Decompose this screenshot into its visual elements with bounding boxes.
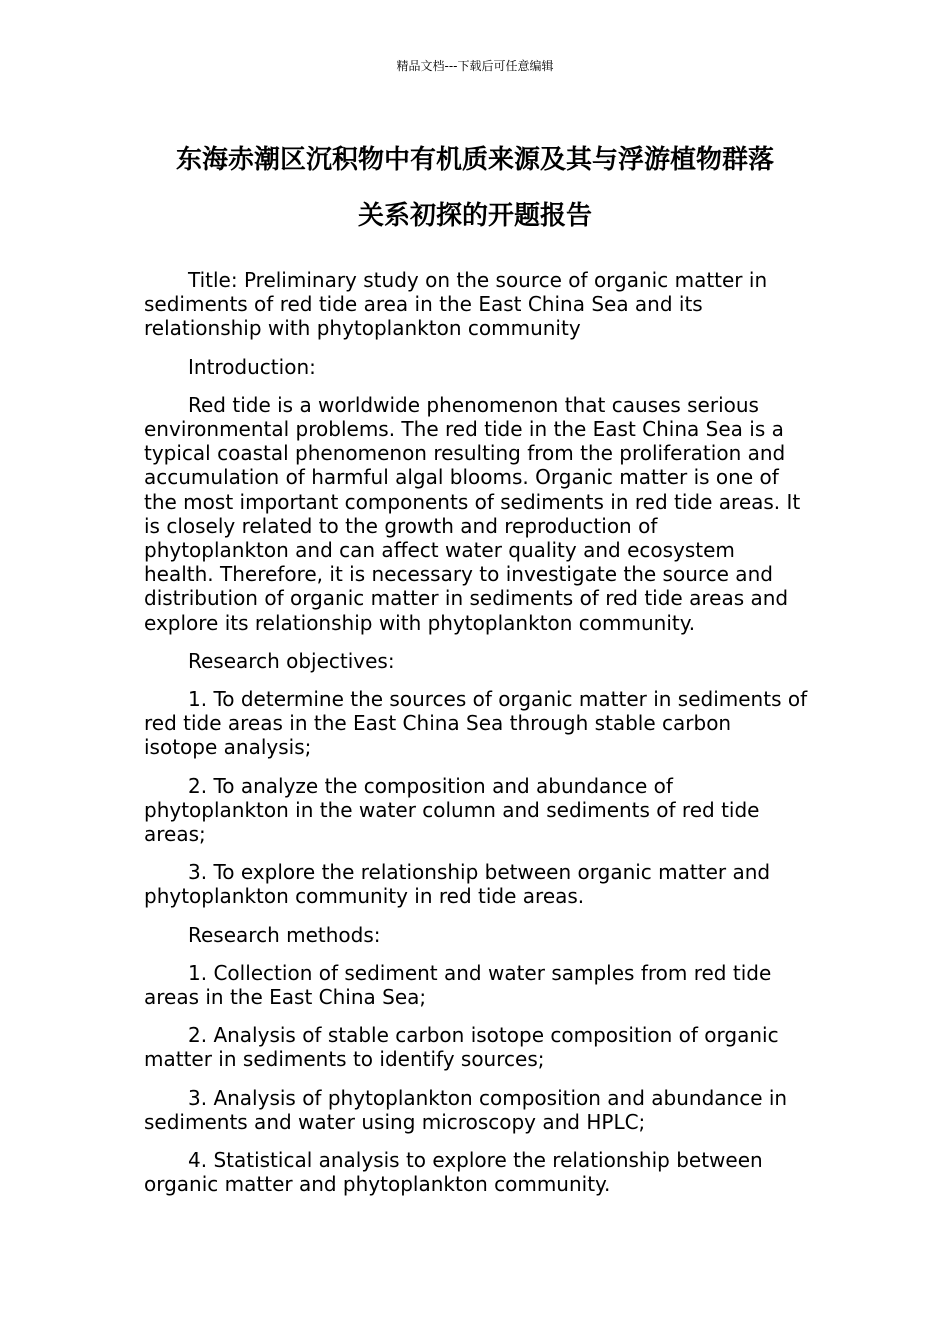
document-title xyxy=(130,132,820,244)
method-item-4: 4. Statistical analysis to explore the relationship between organic matter and phytoplankton community. xyxy=(144,1148,763,1197)
title-paragraph: Title: Preliminary study on the source of organic matter in sediments of red tide area in the East China Sea and its relationship with phytoplankton community xyxy=(144,268,768,341)
objective-item-2: 2. To analyze the composition and abundance of phytoplankton in the water column and sediments of red tide areas; xyxy=(144,773,760,847)
section-heading-introduction: Introduction: xyxy=(188,354,316,379)
document-title-line-2: 关系初探的开题报告 xyxy=(357,201,592,231)
objective-item-3: 3. To explore the relationship between organic matter and phytoplankton community in red tide areas. xyxy=(144,860,771,909)
introduction-paragraph: Red tide is a worldwide phenomenon that causes serious environmental problems. The red tide in the East China Sea is a typical coastal phenomenon resulting from the proliferation and accumulation of harmful algal blooms. Organic matter is one of the most important components of sediments in red tide areas. It is closely related to the growth and reproduction of phytoplankton and can affect water quality and ecosystem health. Therefore, it is necessary to investigate the source and distribution of organic matter in sediments of red tide areas and explore its relationship with phytoplankton community. xyxy=(144,392,801,635)
objective-item-1: 1. To determine the sources of organic matter in sediments of red tide areas in the East China Sea through stable carbon isotope analysis; xyxy=(144,687,808,760)
document-body xyxy=(144,268,808,1211)
document-title-line-1: 东海赤潮区沉积物中有机质来源及其与浮游植物群落 xyxy=(175,145,774,175)
section-heading-methods: Research methods: xyxy=(188,922,381,947)
header-note: 精品文档---下载后可任意编辑 xyxy=(396,59,554,73)
section-heading-objectives: Research objectives: xyxy=(188,648,395,673)
method-item-2: 2. Analysis of stable carbon isotope composition of organic matter in sediments to identify sources; xyxy=(144,1023,779,1072)
method-item-1: 1. Collection of sediment and water samples from red tide areas in the East China Sea; xyxy=(144,960,772,1010)
method-item-3: 3. Analysis of phytoplankton composition and abundance in sediments and water using microscopy and HPLC; xyxy=(144,1085,788,1134)
